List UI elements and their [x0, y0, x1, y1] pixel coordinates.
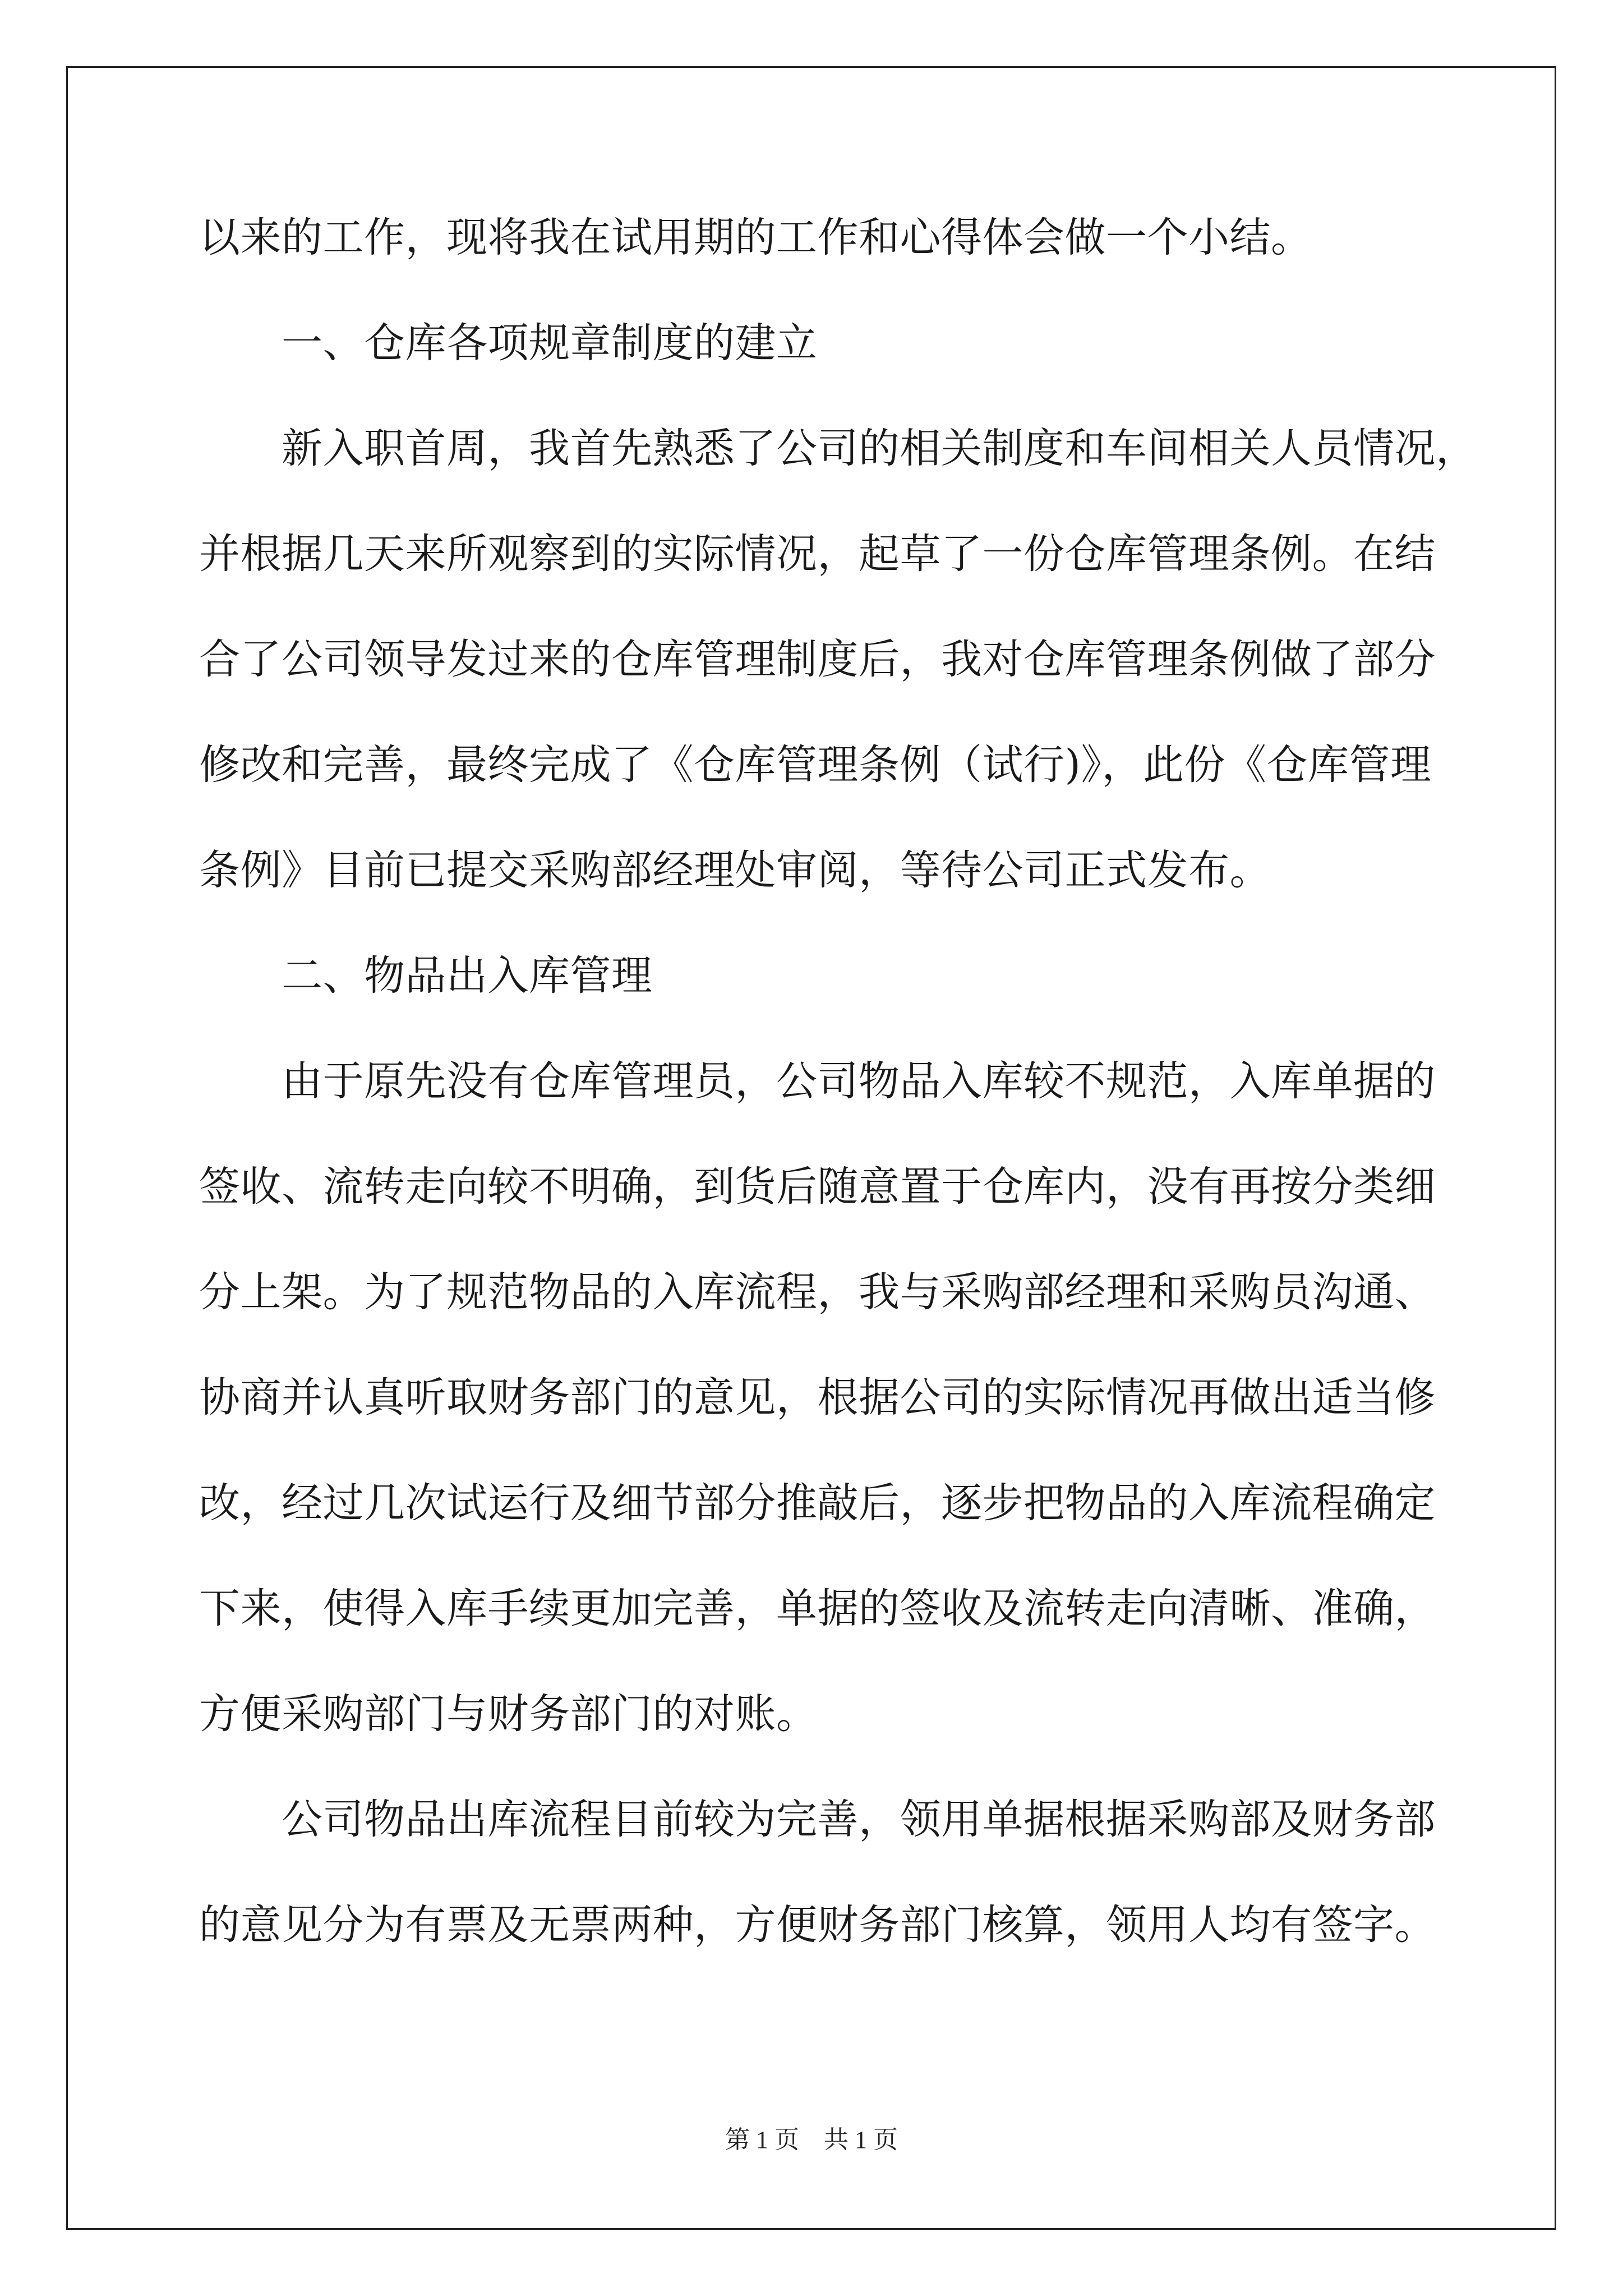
text-line: 修改和完善，最终完成了《仓库管理条例（试行)》，此份《仓库管理 — [199, 741, 1432, 789]
text-line: 方便采购部门与财务部门的对账。 — [199, 1690, 818, 1738]
text-line: 合了公司领导发过来的仓库管理制度后，我对仓库管理条例做了部分 — [199, 636, 1436, 683]
text-line: 条例》目前已提交采购部经理处审阅，等待公司正式发布。 — [199, 846, 1271, 894]
text-line: 改，经过几次试运行及细节部分推敲后，逐步把物品的入库流程确定 — [199, 1479, 1436, 1527]
text-line: 以来的工作，现将我在试用期的工作和心得体会做一个小结。 — [199, 214, 1312, 261]
text-line: 的意见分为有票及无票两种，方便财务部门核算，领用人均有签字。 — [199, 1901, 1436, 1949]
section-heading: 二、物品出入库管理 — [282, 952, 653, 1000]
text-line: 下来，使得入库手续更加完善，单据的签收及流转走向清晰、准确， — [199, 1585, 1436, 1632]
page-footer: 第 1 页 共 1 页 — [725, 2126, 898, 2154]
text-line: 协商并认真听取财务部门的意见，根据公司的实际情况再做出适当修 — [199, 1374, 1436, 1421]
text-line: 新入职首周，我首先熟悉了公司的相关制度和车间相关人员情况， — [282, 425, 1477, 472]
text-line: 公司物品出库流程目前较为完善，领用单据根据采购部及财务部 — [282, 1796, 1436, 1843]
text-line: 并根据几天来所观察到的实际情况，起草了一份仓库管理条例。在结 — [199, 530, 1436, 578]
text-line: 分上架。为了规范物品的入库流程，我与采购部经理和采购员沟通、 — [199, 1268, 1436, 1316]
text-line: 签收、流转走向较不明确，到货后随意置于仓库内，没有再按分类细 — [199, 1163, 1436, 1211]
text-line: 由于原先没有仓库管理员，公司物品入库较不规范，入库单据的 — [282, 1057, 1436, 1105]
section-heading: 一、仓库各项规章制度的建立 — [282, 319, 818, 367]
